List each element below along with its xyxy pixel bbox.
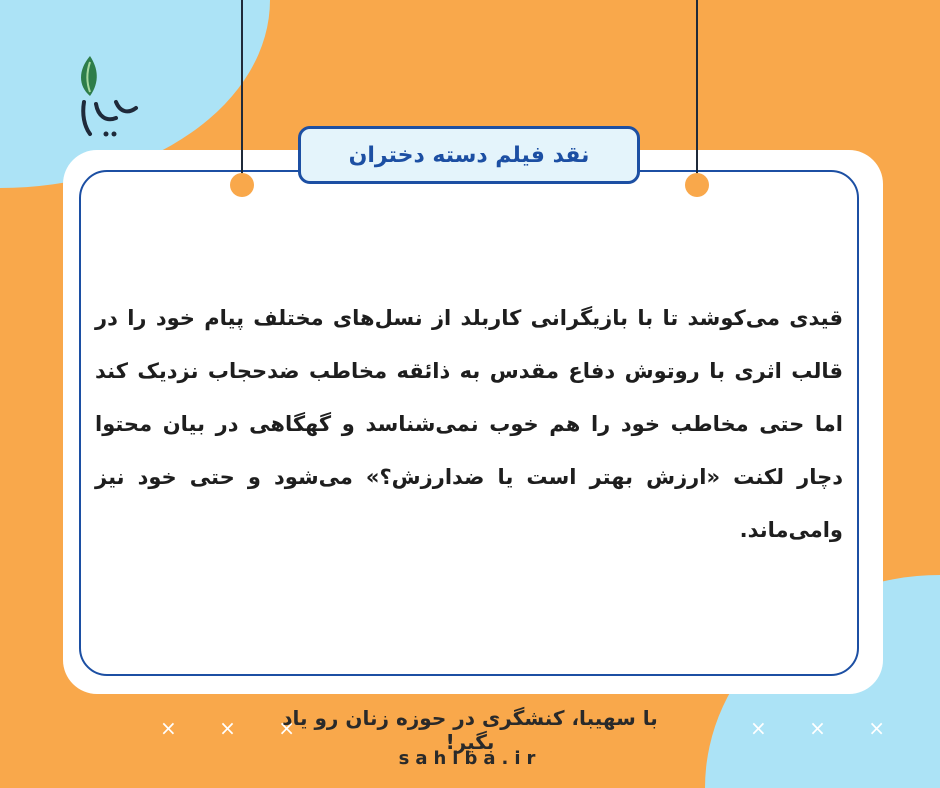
website-link[interactable]: sahiba.ir <box>398 748 542 769</box>
review-text: قیدی می‌کوشد تا با بازیگرانی کاربلد از نسل‌های مختلف پیام خود را در قالب اثری با روتوش دفاع مقدس به ذائقه مخاطب ضدحجاب نزدیک کند اما حتی مخاطب خود را هم خوب نمی‌شناسد و گهگاهی در بیان محتوا دچار لکنت «ارزش بهتر است یا ضدارزش؟» می‌شود و حتی خود نیز وامی‌ماند. <box>95 306 843 542</box>
decorative-crosses-left: × × × <box>160 716 313 740</box>
pin-right <box>685 173 709 197</box>
title-banner <box>298 126 640 184</box>
footer-slogan: با سهیبا، کنشگری در حوزه زنان رو یاد بگیر! <box>282 706 658 754</box>
hanging-string-left <box>241 0 243 180</box>
pin-left <box>230 173 254 197</box>
sahiba-logo <box>76 52 142 142</box>
hanging-string-right <box>696 0 698 180</box>
decorative-crosses-right: × × × <box>750 716 903 740</box>
page-title: نقد فیلم دسته دختران <box>348 142 590 168</box>
